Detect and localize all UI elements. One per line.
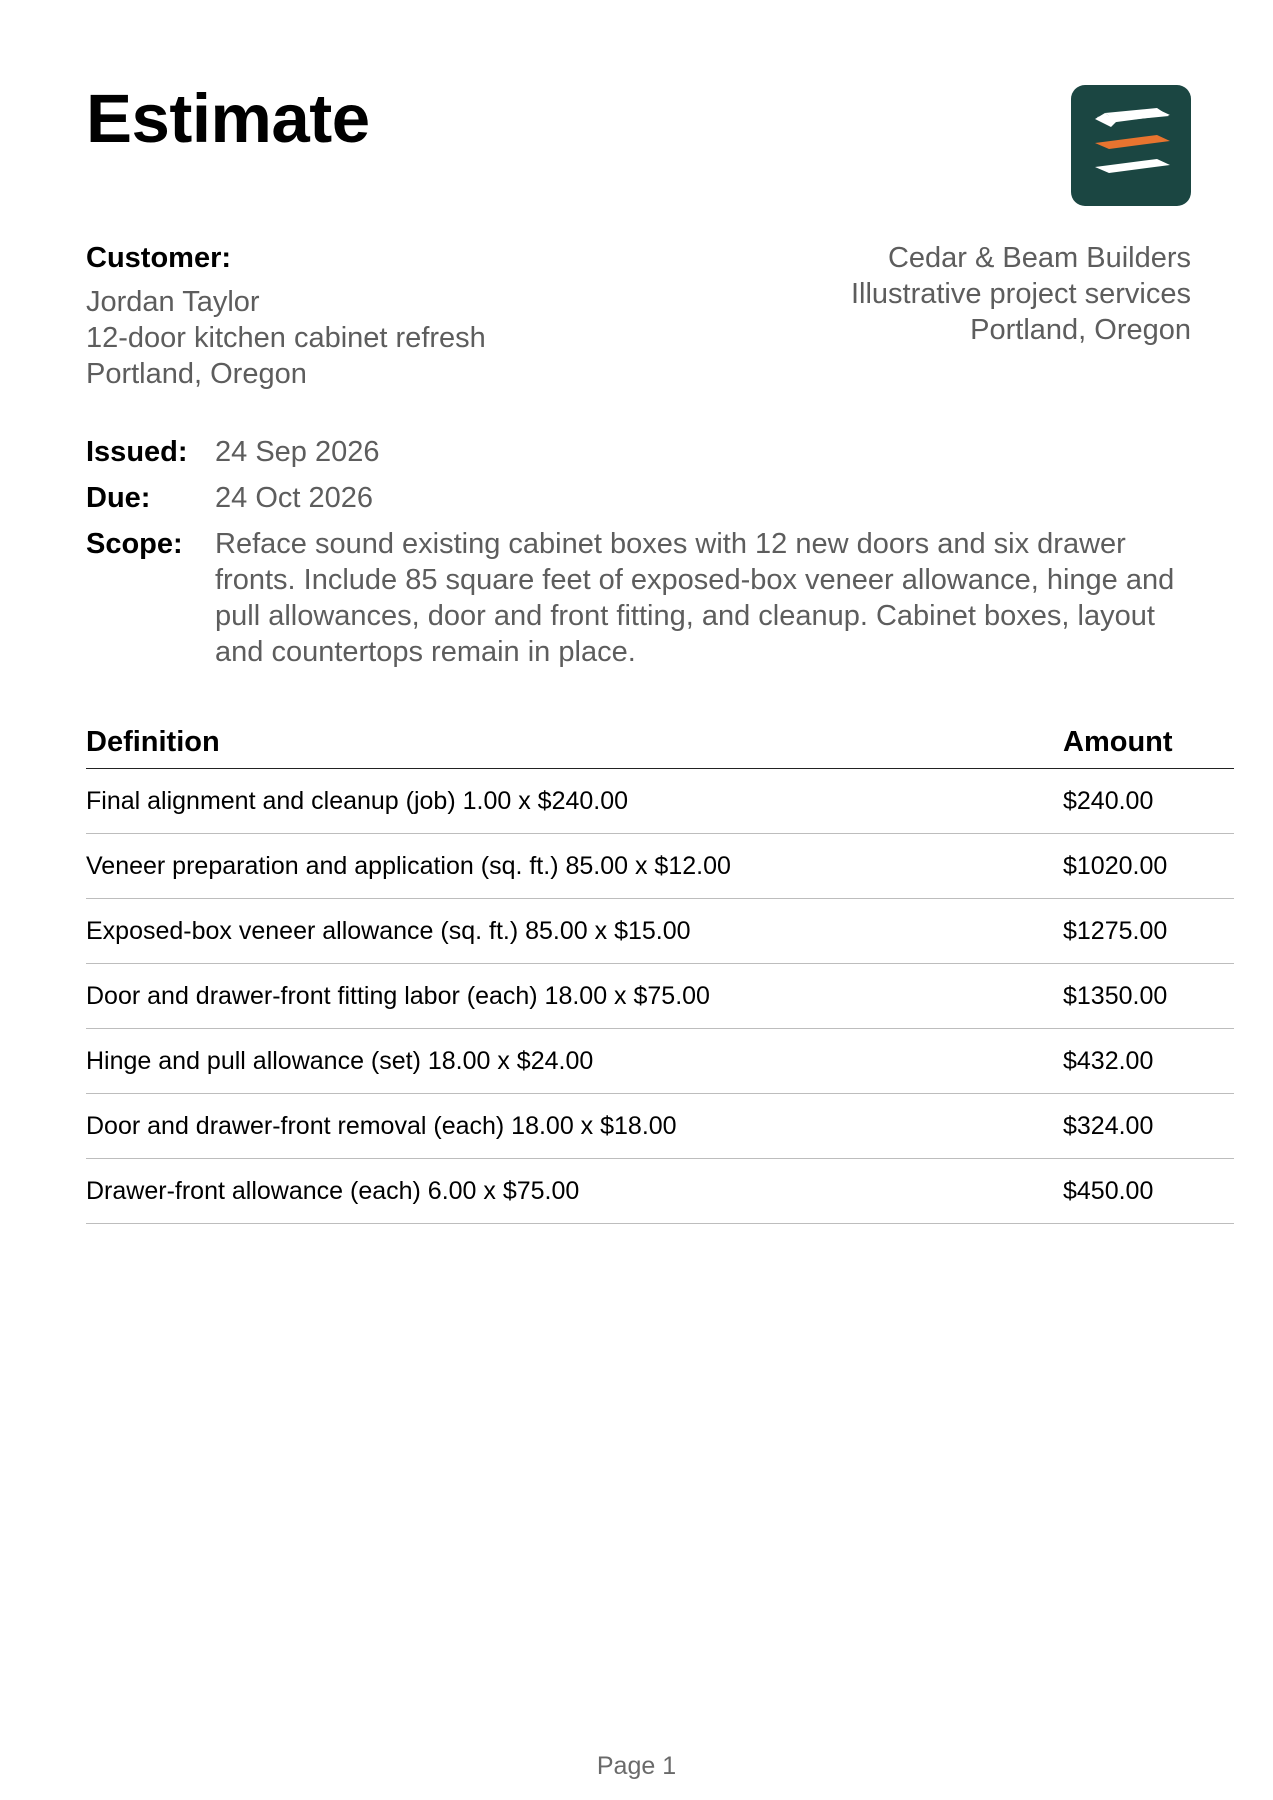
table-row <box>86 964 1234 1029</box>
row-definition: Exposed-box veneer allowance (sq. ft.) 85.00 x $15.00 <box>86 917 691 945</box>
table-row <box>86 899 1234 964</box>
due-row <box>86 480 1206 516</box>
page-number: Page 1 <box>596 1752 677 1780</box>
table-row <box>86 769 1234 834</box>
row-amount: $240.00 <box>1063 787 1154 815</box>
estimate-meta <box>86 434 1206 680</box>
document-title: Estimate <box>86 80 370 157</box>
row-definition: Door and drawer-front fitting labor (each) 18.00 x $75.00 <box>86 982 710 1010</box>
table-row <box>86 1029 1234 1094</box>
scope-value: Reface sound existing cabinet boxes with 12 new doors and six drawer fronts. Include 85 square feet of exposed-box veneer allowance, hinge and pull allowances, door and front fitting, and cleanup. Cabinet boxes, layout and countertops remain in place. <box>215 528 1175 668</box>
customer-label: Customer: <box>86 242 232 274</box>
row-amount: $1020.00 <box>1063 852 1168 880</box>
company-info <box>851 240 1191 348</box>
definition-header: Definition <box>86 726 220 758</box>
scope-label: Scope: <box>86 528 183 560</box>
customer-name: Jordan Taylor <box>86 286 260 318</box>
row-definition: Drawer-front allowance (each) 6.00 x $75.00 <box>86 1177 580 1205</box>
row-amount: $450.00 <box>1063 1177 1154 1205</box>
company-name: Cedar & Beam Builders <box>887 242 1191 274</box>
table-header <box>86 724 1234 769</box>
table-row <box>86 1159 1234 1224</box>
table-row <box>86 834 1234 899</box>
due-value: 24 Oct 2026 <box>215 482 373 514</box>
customer-info <box>86 240 486 392</box>
due-label: Due: <box>86 482 151 514</box>
row-amount: $432.00 <box>1063 1047 1154 1075</box>
row-definition: Veneer preparation and application (sq. ft.) 85.00 x $12.00 <box>86 852 731 880</box>
row-definition: Final alignment and cleanup (job) 1.00 x $240.00 <box>86 787 629 815</box>
issued-value: 24 Sep 2026 <box>215 436 380 468</box>
customer-project: 12-door kitchen cabinet refresh <box>86 322 486 354</box>
row-amount: $324.00 <box>1063 1112 1154 1140</box>
table-row <box>86 1094 1234 1159</box>
row-definition: Hinge and pull allowance (set) 18.00 x $24.00 <box>86 1047 594 1075</box>
customer-location: Portland, Oregon <box>86 358 307 390</box>
issued-label: Issued: <box>86 436 188 468</box>
row-amount: $1275.00 <box>1063 917 1168 945</box>
company-location: Portland, Oregon <box>970 314 1191 346</box>
issued-row <box>86 434 1206 470</box>
scope-row <box>86 526 1206 670</box>
company-tagline: Illustrative project services <box>850 278 1191 310</box>
company-logo-icon <box>1071 85 1191 206</box>
line-items-table <box>86 724 1234 1224</box>
row-amount: $1350.00 <box>1063 982 1168 1010</box>
amount-header: Amount <box>1063 726 1173 758</box>
row-definition: Door and drawer-front removal (each) 18.00 x $18.00 <box>86 1112 677 1140</box>
